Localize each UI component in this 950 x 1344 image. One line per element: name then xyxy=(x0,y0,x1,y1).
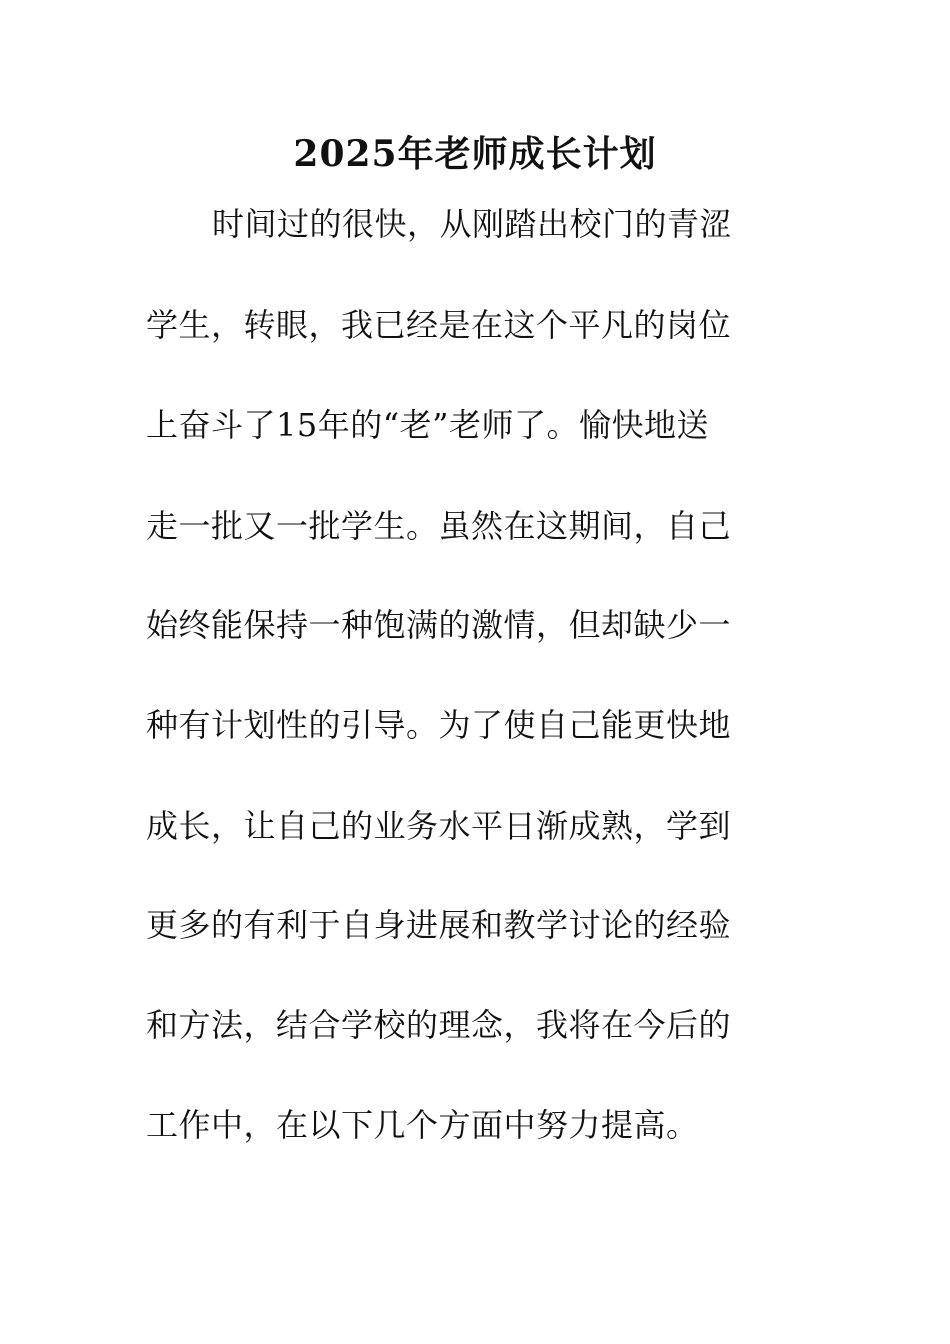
paragraph-line-1: 时间过的很快，从刚踏出校门的青涩 xyxy=(212,205,733,243)
paragraph-line-3: 上奋斗了15年的“老”老师了。愉快地送 xyxy=(146,406,709,444)
paragraph-line-9: 和方法，结合学校的理念，我将在今后的 xyxy=(146,1006,732,1044)
paragraph-line-5: 始终能保持一种饱满的激情，但却缺少一 xyxy=(146,606,732,644)
paragraph-line-10: 工作中，在以下几个方面中努力提高。 xyxy=(146,1106,699,1144)
page-title: 2025年老师成长计划 xyxy=(293,133,657,175)
paragraph-line-8: 更多的有利于自身进展和教学讨论的经验 xyxy=(146,906,732,944)
paragraph-line-6: 种有计划性的引导。为了使自己能更快地 xyxy=(146,706,732,744)
paragraph-line-4: 走一批又一批学生。虽然在这期间，自己 xyxy=(146,507,732,545)
paragraph-line-2: 学生，转眼，我已经是在这个平凡的岗位 xyxy=(146,306,732,344)
paragraph-line-7: 成长，让自己的业务水平日渐成熟，学到 xyxy=(146,807,732,845)
